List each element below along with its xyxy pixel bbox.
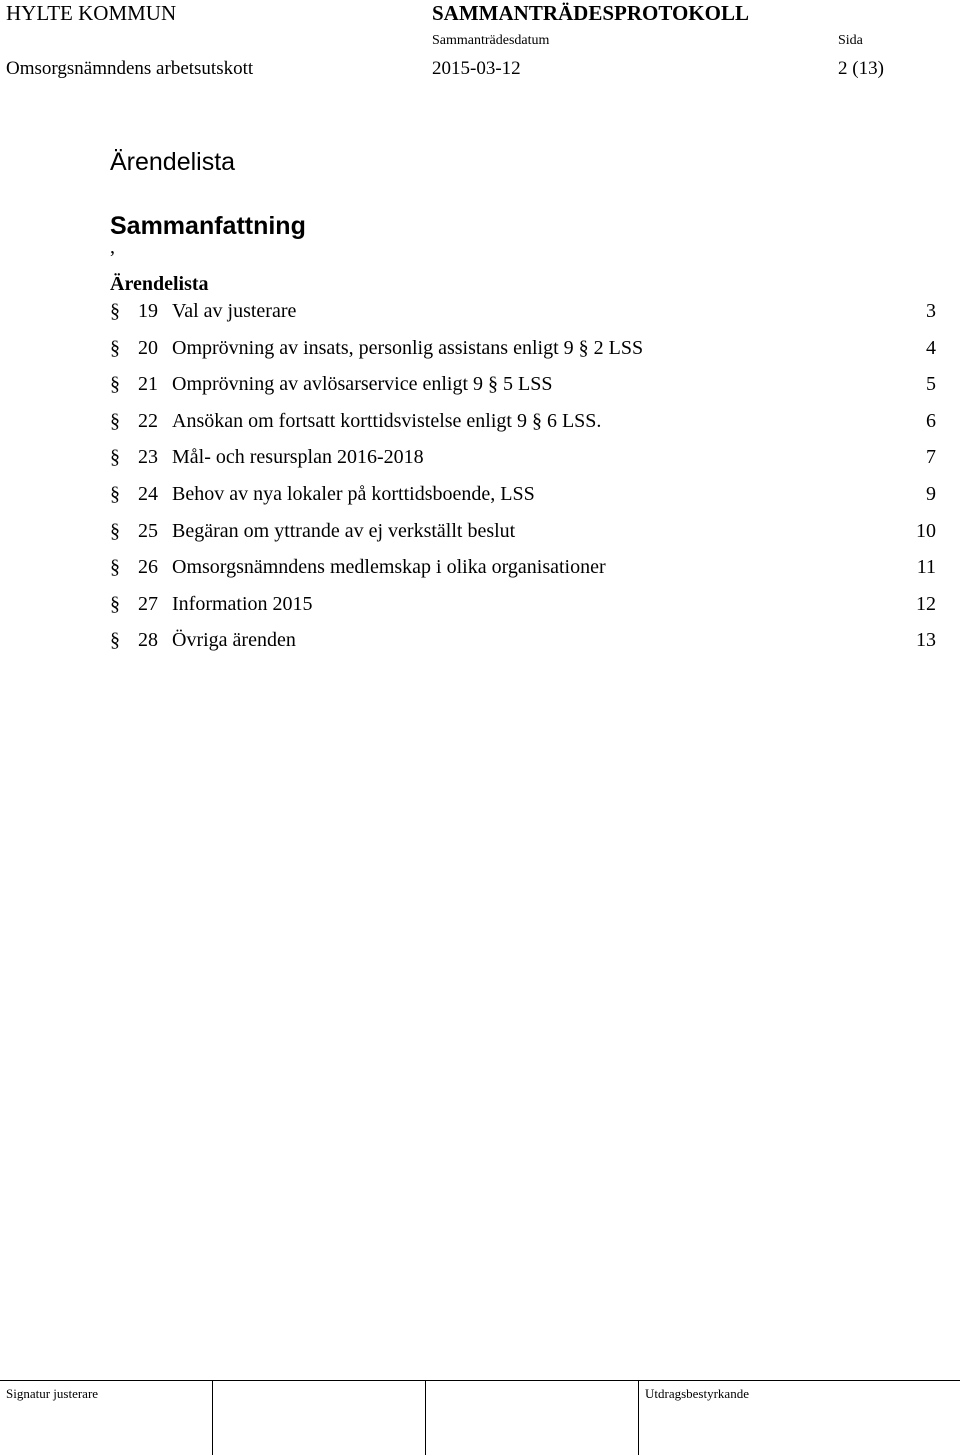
organization-name: HYLTE KOMMUN <box>6 1 177 25</box>
footer-cell-3 <box>426 1381 639 1455</box>
section-symbol: § <box>110 373 120 396</box>
agenda-item <box>110 481 936 518</box>
agenda-item <box>110 335 936 372</box>
meeting-date: 2015-03-12 <box>432 58 521 79</box>
agenda-item-number: 20 <box>138 336 158 359</box>
agenda-item <box>110 408 936 445</box>
date-label: Sammanträdesdatum <box>432 33 550 48</box>
extract-label: Utdragsbestyrkande <box>645 1386 749 1401</box>
agenda-item-number: 24 <box>138 482 158 505</box>
agenda-item-title: Övriga ärenden <box>172 629 296 652</box>
agenda-item-page: 13 <box>916 629 936 652</box>
footer-cell-signature <box>0 1381 213 1455</box>
agenda-item-title: Omprövning av insats, personlig assistans enligt 9 § 2 LSS <box>172 336 644 359</box>
page-number: 2 (13) <box>838 58 884 79</box>
section-symbol: § <box>110 336 120 359</box>
agenda-item <box>110 591 936 628</box>
agenda-item-title: Omsorgsnämndens medlemskap i olika organisationer <box>172 556 606 579</box>
agenda-item-number: 23 <box>138 446 158 469</box>
agenda-item-page: 11 <box>916 556 936 579</box>
agenda-item-page: 5 <box>926 373 936 396</box>
agenda-item-number: 27 <box>138 592 158 615</box>
agenda-item <box>110 298 936 335</box>
agenda-item-title: Begäran om yttrande av ej verkställt beslut <box>172 519 516 542</box>
summary-heading: Sammanfattning <box>110 212 306 240</box>
agenda-item-page: 6 <box>926 409 936 432</box>
agenda-item-number: 21 <box>138 373 158 396</box>
agenda-item <box>110 518 936 555</box>
agenda-item <box>110 444 936 481</box>
section-symbol: § <box>110 629 120 652</box>
agenda-item-page: 9 <box>926 482 936 505</box>
footer-cell-extract <box>639 1381 959 1455</box>
committee-name: Omsorgsnämndens arbetsutskott <box>6 58 254 79</box>
footer-cell-2 <box>213 1381 426 1455</box>
page-label: Sida <box>838 33 863 48</box>
agenda-item-number: 28 <box>138 629 158 652</box>
agenda-list <box>110 298 936 664</box>
section-symbol: § <box>110 409 120 432</box>
agenda-item <box>110 554 936 591</box>
agenda-item-title: Mål- och resursplan 2016-2018 <box>172 446 424 469</box>
agenda-item-title: Information 2015 <box>172 592 313 615</box>
agenda-item-page: 12 <box>916 592 936 615</box>
agenda-item-page: 4 <box>926 336 936 359</box>
agenda-item-page: 10 <box>916 519 936 542</box>
signature-footer <box>0 1380 960 1455</box>
agenda-item-number: 25 <box>138 519 158 542</box>
section-symbol: § <box>110 446 120 469</box>
agenda-item-title: Behov av nya lokaler på korttidsboende, LSS <box>172 482 535 505</box>
agenda-item-number: 19 <box>138 300 158 322</box>
agenda-item-number: 26 <box>138 556 158 579</box>
agenda-item-title: Omprövning av avlösarservice enligt 9 § 5 LSS <box>172 373 553 396</box>
section-symbol: § <box>110 482 120 505</box>
stray-mark: , <box>110 236 115 258</box>
section-symbol: § <box>110 300 120 322</box>
page-heading: Ärendelista <box>110 148 236 176</box>
section-symbol: § <box>110 519 120 542</box>
section-symbol: § <box>110 592 120 615</box>
document-type: SAMMANTRÄDESPROTOKOLL <box>432 1 749 25</box>
agenda-item-title: Ansökan om fortsatt korttidsvistelse enligt 9 § 6 LSS. <box>172 409 602 432</box>
list-heading: Ärendelista <box>110 273 209 295</box>
agenda-item <box>110 371 936 408</box>
agenda-item-page: 3 <box>926 300 936 322</box>
agenda-item <box>110 627 936 664</box>
signature-label: Signatur justerare <box>6 1386 99 1401</box>
agenda-item-number: 22 <box>138 409 158 432</box>
agenda-item-title: Val av justerare <box>172 300 297 322</box>
agenda-item-page: 7 <box>926 446 936 469</box>
section-symbol: § <box>110 556 120 579</box>
